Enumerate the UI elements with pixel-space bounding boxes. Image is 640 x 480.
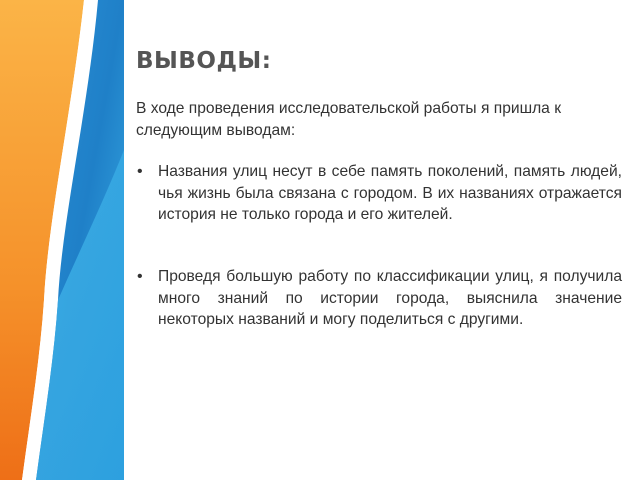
list-item-text: Названия улиц несут в себе память поколений, память людей, чья жизнь была связана с городом. В их названиях отражается история не только города и его жителей. [158, 163, 622, 224]
intro-text: В ходе проведения исследовательской работы я пришла к следующим выводам: [136, 100, 562, 139]
page-title: ВЫВОДЫ: [136, 48, 272, 74]
list-item [136, 266, 622, 331]
list-item [136, 161, 622, 226]
slide-content [136, 98, 622, 331]
list-item-text: Проведя большую работу по классификации улиц, я получила много знаний по истории города, выяснила значение некоторых названий и могу поделиться с другими. [158, 267, 622, 329]
bullet-icon: • [137, 163, 143, 181]
conclusions-list [136, 161, 622, 331]
bullet-icon: • [137, 267, 143, 285]
